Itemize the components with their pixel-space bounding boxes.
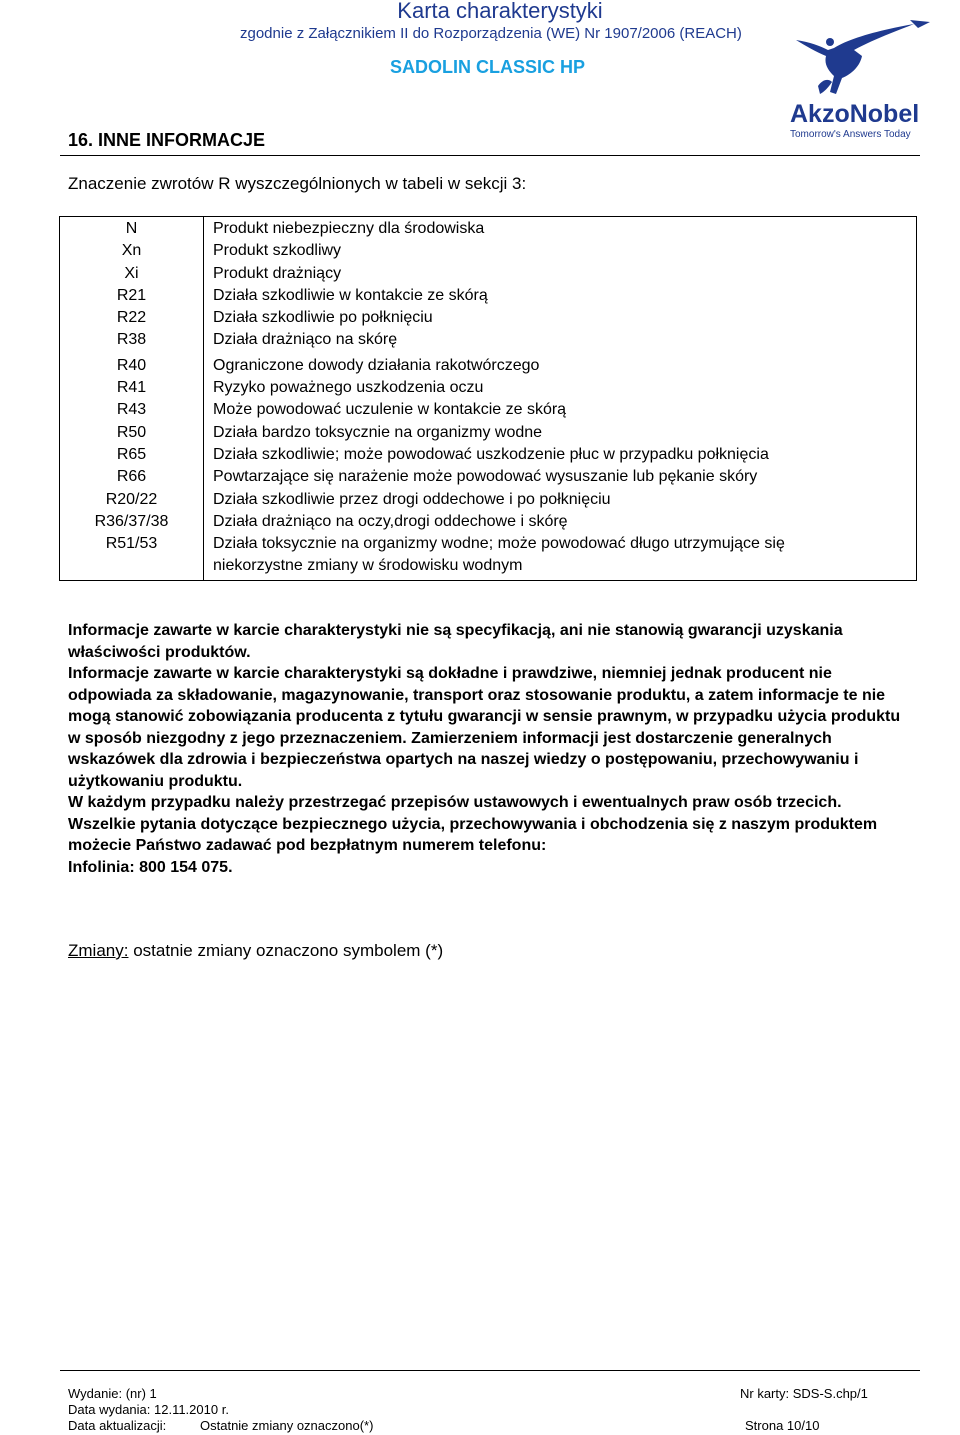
- phrase-code: Xi: [124, 264, 139, 282]
- changes-label: Zmiany:: [68, 941, 129, 960]
- akzonobel-logo: [790, 20, 940, 142]
- phrase-text: Działa szkodliwie przez drogi oddechowe i po połknięciu: [213, 490, 611, 508]
- r-phrases-table: [59, 216, 917, 581]
- phrase-code: R21: [116, 286, 147, 304]
- phrase-code: R66: [116, 468, 147, 486]
- hotline: Infolinia: 800 154 075.: [68, 858, 233, 876]
- section-title: 16. INNE INFORMACJE: [60, 128, 920, 156]
- phrase-code: R65: [116, 445, 147, 463]
- r-phrases-heading: Znaczenie zwrotów R wyszczególnionych w tabeli w sekcji 3:: [68, 174, 527, 193]
- disclaimer-paragraph: Informacje zawarte w karcie charakterystyki nie są specyfikacją, ani nie stanowią gwarancji uzyskania właściwości produktów.: [68, 622, 843, 661]
- phrase-text: Ryzyko poważnego uszkodzenia oczu: [213, 379, 484, 397]
- footer-edition: Wydanie: (nr) 1: [68, 1386, 157, 1401]
- phrase-code: R22: [116, 309, 147, 327]
- phrase-code: R36/37/38: [94, 512, 169, 530]
- phrase-text: Działa szkodliwie; może powodować uszkodzenie płuc w przypadku połknięcia: [213, 445, 769, 463]
- footer-card-number: Nr karty: SDS-S.chp/1: [740, 1386, 868, 1401]
- phrase-code: R40: [116, 356, 147, 374]
- phrase-text-continued: niekorzystne zmiany w środowisku wodnym: [213, 557, 523, 575]
- phrase-code: R38: [116, 331, 147, 349]
- footer-issue-date: Data wydania: 12.11.2010 r.: [68, 1402, 229, 1417]
- footer-update-label: Data aktualizacji:: [68, 1418, 167, 1433]
- footer-update-text: Ostatnie zmiany oznaczono(*): [200, 1418, 374, 1433]
- phrase-code: N: [125, 220, 138, 237]
- changes-text: ostatnie zmiany oznaczono symbolem (*): [128, 941, 444, 960]
- phrase-text: Działa szkodliwie w kontakcie ze skórą: [213, 286, 488, 304]
- phrase-text: Działa bardzo toksycznie na organizmy wodne: [213, 423, 543, 441]
- disclaimer: [68, 620, 916, 878]
- document-title: Karta charakterystyki: [397, 0, 603, 23]
- product-name: SADOLIN CLASSIC HP: [390, 57, 586, 77]
- phrase-text: Może powodować uczulenie w kontakcie ze skórą: [213, 401, 567, 419]
- disclaimer-paragraph: Wszelkie pytania dotyczące bezpiecznego użycia, przechowywania i obchodzenia się z naszym produktem możecie Państwo zadawać pod bezpłatnym numerem telefonu:: [68, 815, 878, 854]
- phrase-code: R41: [116, 379, 147, 397]
- phrase-text: Działa drażniąco na oczy,drogi oddechowe i skórę: [213, 512, 568, 530]
- disclaimer-paragraph: Informacje zawarte w karcie charakterystyki są dokładne i prawdziwe, niemniej jednak producent nie odpowiada za składowanie, magazynowanie, transport oraz stosowanie produktu, a zatem informacje te nie mogą stanowić zobowiązania producenta z tytułu gwarancji w sensie prawnym, w przypadku użycia produktu w sposób niezgodny z jego przeznaczeniem. Zamierzeniem informacji jest dostarczenie generalnych wskazówek dla zdrowia i bezpieczeństwa opartych na naszej wiedzy o postępowaniu, przechowywaniu i użytkowaniu produktu.: [68, 665, 901, 790]
- phrase-text: Działa szkodliwie po połknięciu: [213, 309, 433, 327]
- phrase-text: Działa drażniąco na skórę: [213, 331, 398, 349]
- phrase-code: R50: [116, 423, 147, 441]
- phrase-text: Produkt niebezpieczny dla środowiska: [213, 220, 485, 237]
- phrase-text: Produkt szkodliwy: [213, 242, 342, 260]
- logo-wordmark: AkzoNobel: [790, 100, 920, 128]
- logo-tagline: Tomorrow's Answers Today: [790, 129, 911, 140]
- phrase-code: Xn: [121, 242, 142, 260]
- regulation-subtitle: zgodnie z Załącznikiem II do Rozporządzenia (WE) Nr 1907/2006 (REACH): [240, 25, 742, 42]
- disclaimer-paragraph: W każdym przypadku należy przestrzegać przepisów ustawowych i ewentualnych praw osób trzecich.: [68, 794, 842, 811]
- footer-divider: [60, 1370, 920, 1371]
- phrase-code: R20/22: [105, 490, 158, 508]
- phrase-text: Działa toksycznie na organizmy wodne; może powodować długo utrzymujące się: [213, 535, 785, 553]
- phrase-text: Ograniczone dowody działania rakotwórczego: [213, 356, 540, 374]
- descriptions-column: [204, 217, 917, 581]
- figure-icon: [796, 20, 930, 94]
- phrase-code: R51/53: [105, 535, 158, 553]
- footer-page-number: Strona 10/10: [745, 1418, 820, 1433]
- changes-note: [68, 941, 443, 961]
- phrase-code: R43: [116, 401, 147, 419]
- phrase-text: Powtarzające się narażenie może powodować wysuszanie lub pękanie skóry: [213, 468, 758, 486]
- phrase-text: Produkt drażniący: [213, 264, 342, 282]
- codes-column: [60, 217, 204, 581]
